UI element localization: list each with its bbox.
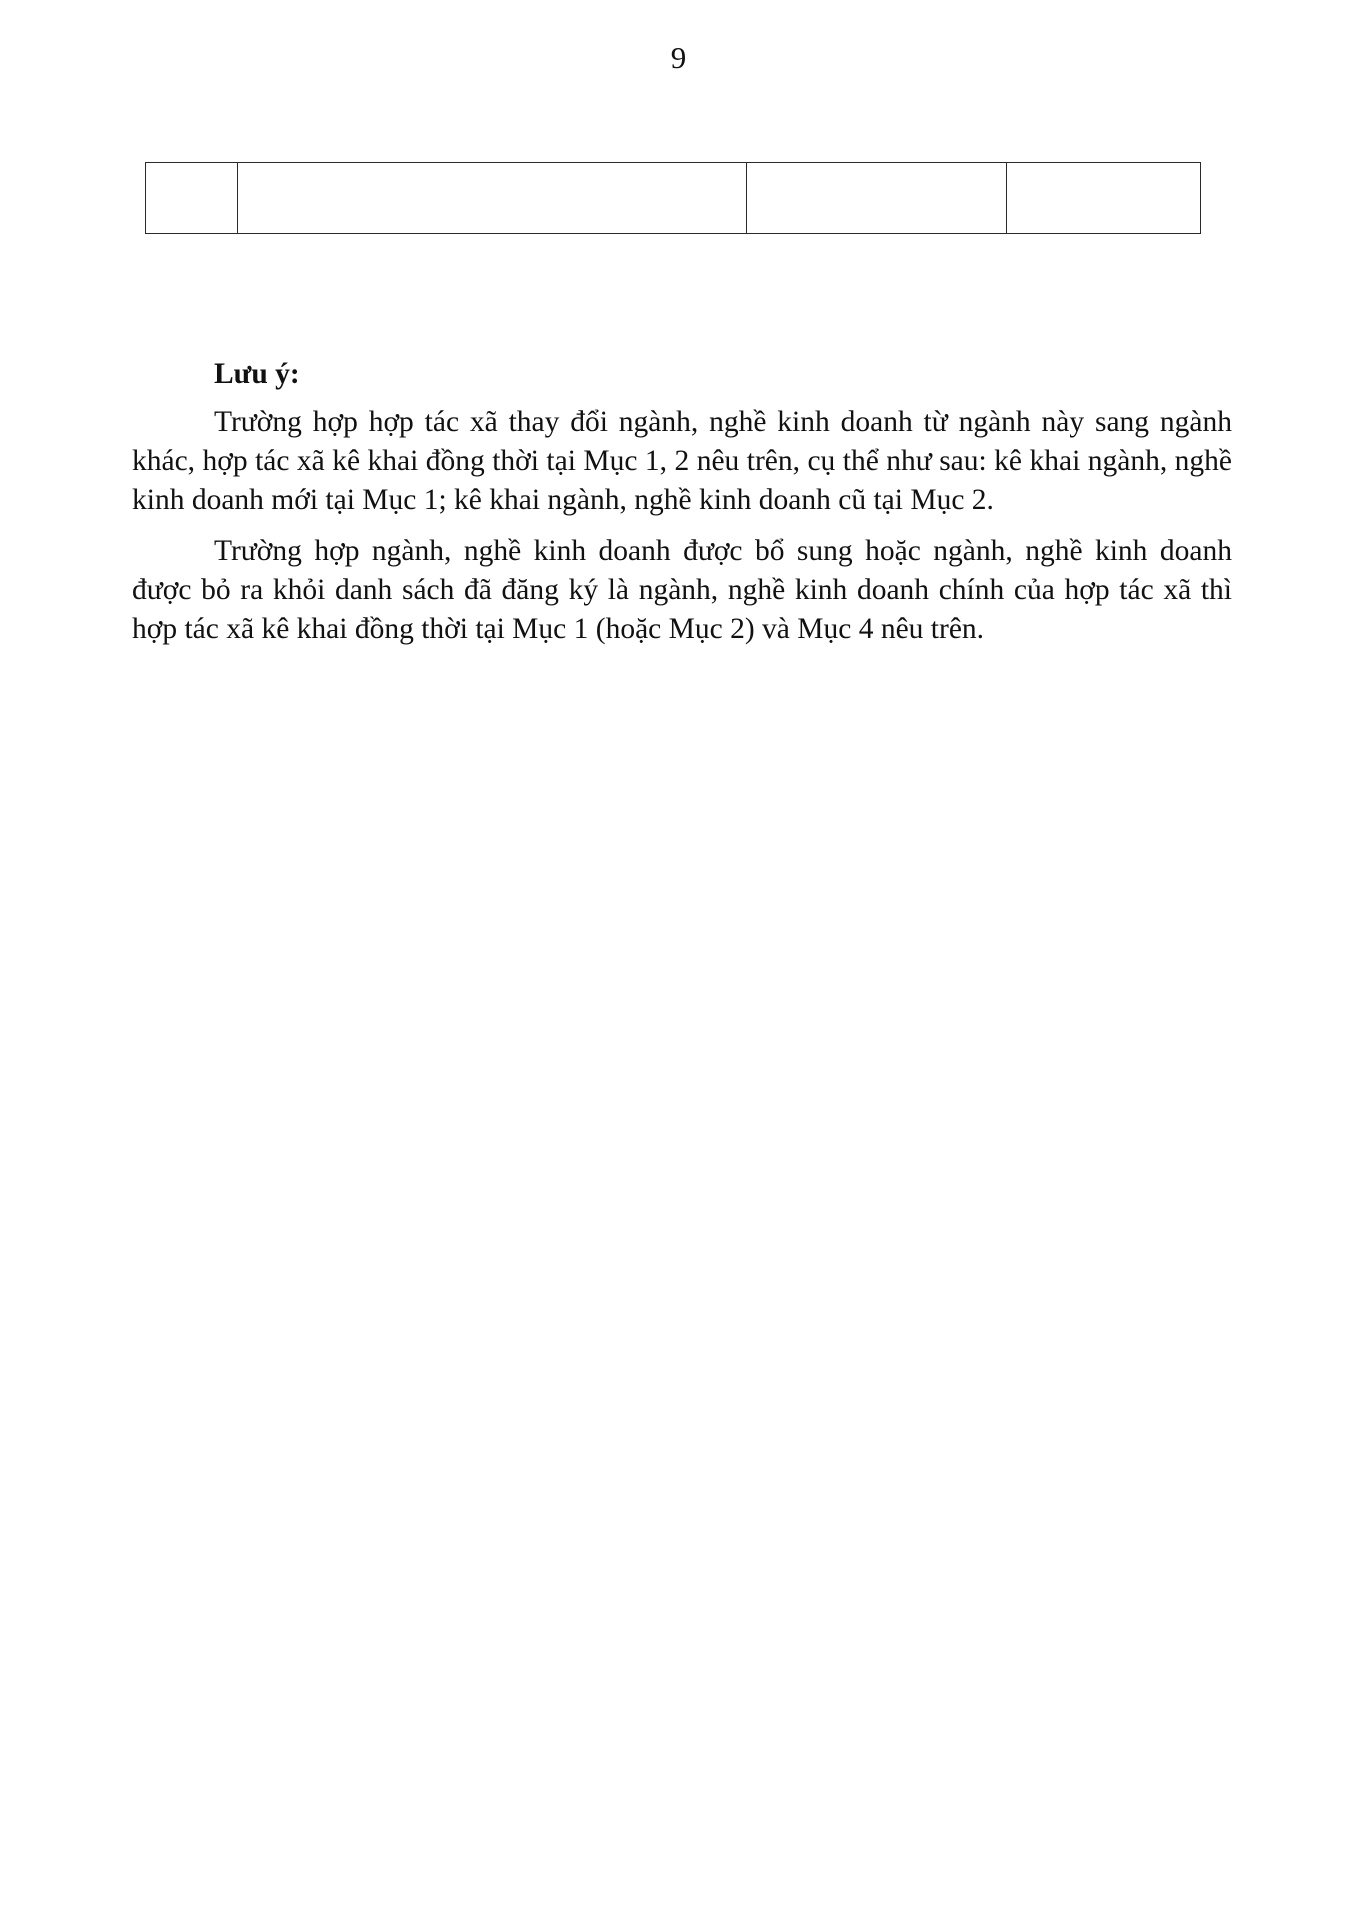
table-cell-extra <box>1007 163 1201 234</box>
table-fragment <box>145 162 1201 234</box>
table-cell-name <box>238 163 747 234</box>
note-paragraph-2: Trường hợp ngành, nghề kinh doanh được bổ sung hoặc ngành, nghề kinh doanh được bỏ ra khỏi danh sách đã đăng ký là ngành, nghề kinh doanh chính của hợp tác xã thì hợp tác xã kê khai đồng thời tại Mục 1 (hoặc Mục 2) và Mục 4 nêu trên. <box>132 535 1232 645</box>
note-paragraph-1: Trường hợp hợp tác xã thay đổi ngành, nghề kinh doanh từ ngành này sang ngành khác, hợp tác xã kê khai đồng thời tại Mục 1, 2 nêu trên, cụ thể như sau: kê khai ngành, nghề kinh doanh mới tại Mục 1; kê khai ngành, nghề kinh doanh cũ tại Mục 2. <box>132 406 1232 516</box>
note-heading: Lưu ý: <box>214 358 300 390</box>
note-section <box>132 355 1232 661</box>
page-number: 9 <box>670 40 687 75</box>
table-cell-stt <box>146 163 238 234</box>
table-cell-code <box>747 163 1007 234</box>
table-row <box>146 163 1201 234</box>
